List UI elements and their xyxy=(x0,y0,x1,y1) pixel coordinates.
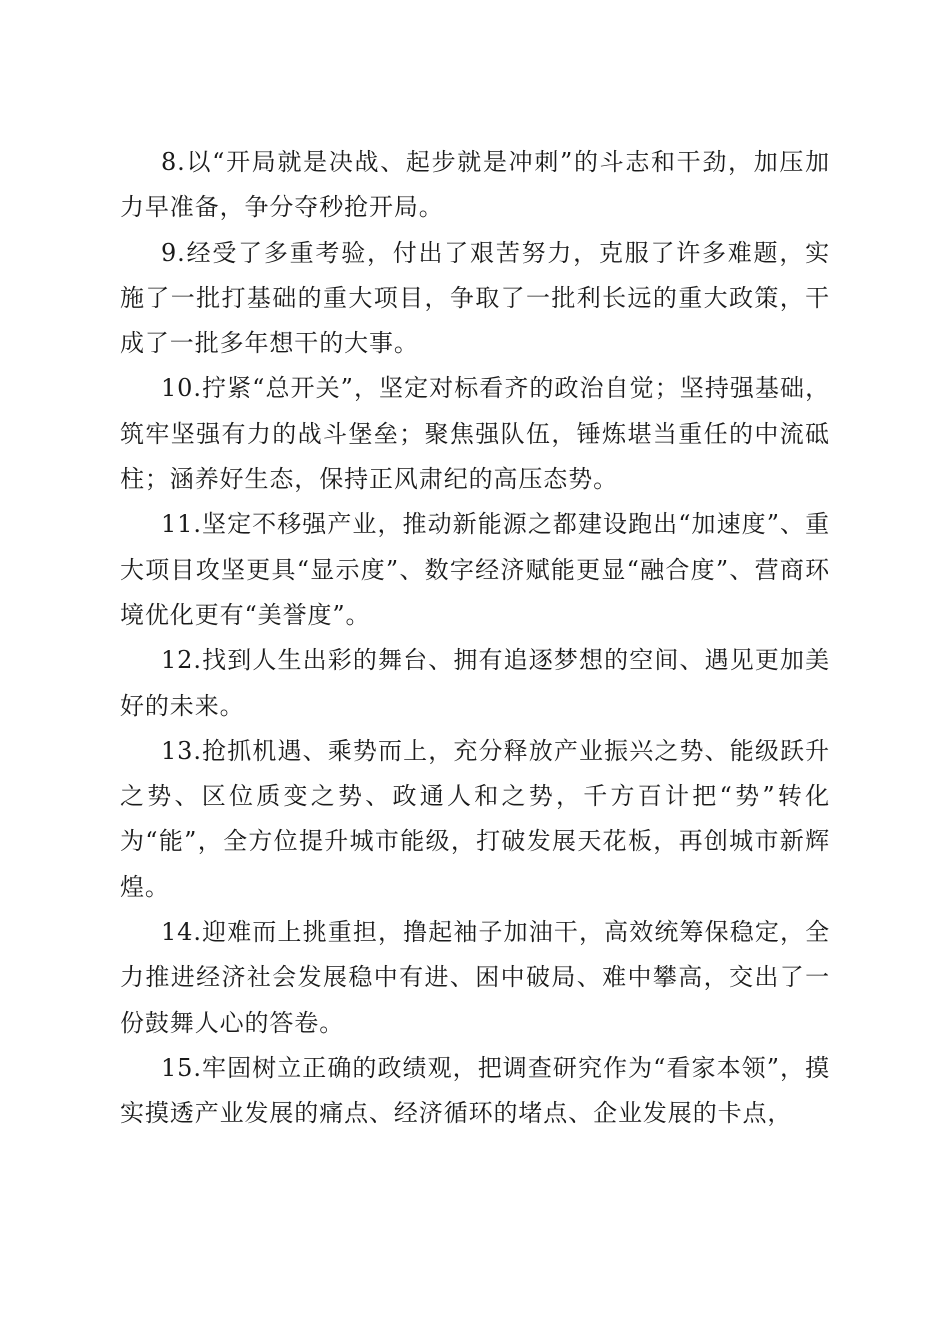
document-body xyxy=(120,140,830,1137)
paragraph-10: 10.拧紧“总开关”，坚定对标看齐的政治自觉；坚持强基础，筑牢坚强有力的战斗堡垒；聚焦强队伍，锤炼堪当重任的中流砥柱；涵养好生态，保持正风肃纪的高压态势。 xyxy=(120,374,830,494)
paragraph-14: 14.迎难而上挑重担，撸起袖子加油干，高效统筹保稳定，全力推进经济社会发展稳中有进、困中破局、难中攀高，交出了一份鼓舞人心的答卷。 xyxy=(120,918,830,1037)
paragraph-11: 11.坚定不移强产业，推动新能源之都建设跑出“加速度”、重大项目攻坚更具“显示度”、数字经济赋能更显“融合度”、营商环境优化更有“美誉度”。 xyxy=(120,510,830,629)
paragraph-9: 9.经受了多重考验，付出了艰苦努力，克服了许多难题，实施了一批打基础的重大项目，争取了一批利长远的重大政策，干成了一批多年想干的大事。 xyxy=(120,238,830,358)
paragraph-8: 8.以“开局就是决战、起步就是冲刺”的斗志和干劲，加压加力早准备，争分夺秒抢开局。 xyxy=(120,148,830,222)
paragraph-12: 12.找到人生出彩的舞台、拥有追逐梦想的空间、遇见更加美好的未来。 xyxy=(120,646,830,720)
paragraph-15: 15.牢固树立正确的政绩观，把调查研究作为“看家本领”，摸实摸透产业发展的痛点、经济循环的堵点、企业发展的卡点， xyxy=(120,1053,830,1128)
paragraph-13: 13.抢抓机遇、乘势而上，充分释放产业振兴之势、能级跃升之势、区位质变之势、政通人和之势，千方百计把“势”转化为“能”，全方位提升城市能级，打破发展天花板，再创城市新辉煌。 xyxy=(120,736,830,901)
